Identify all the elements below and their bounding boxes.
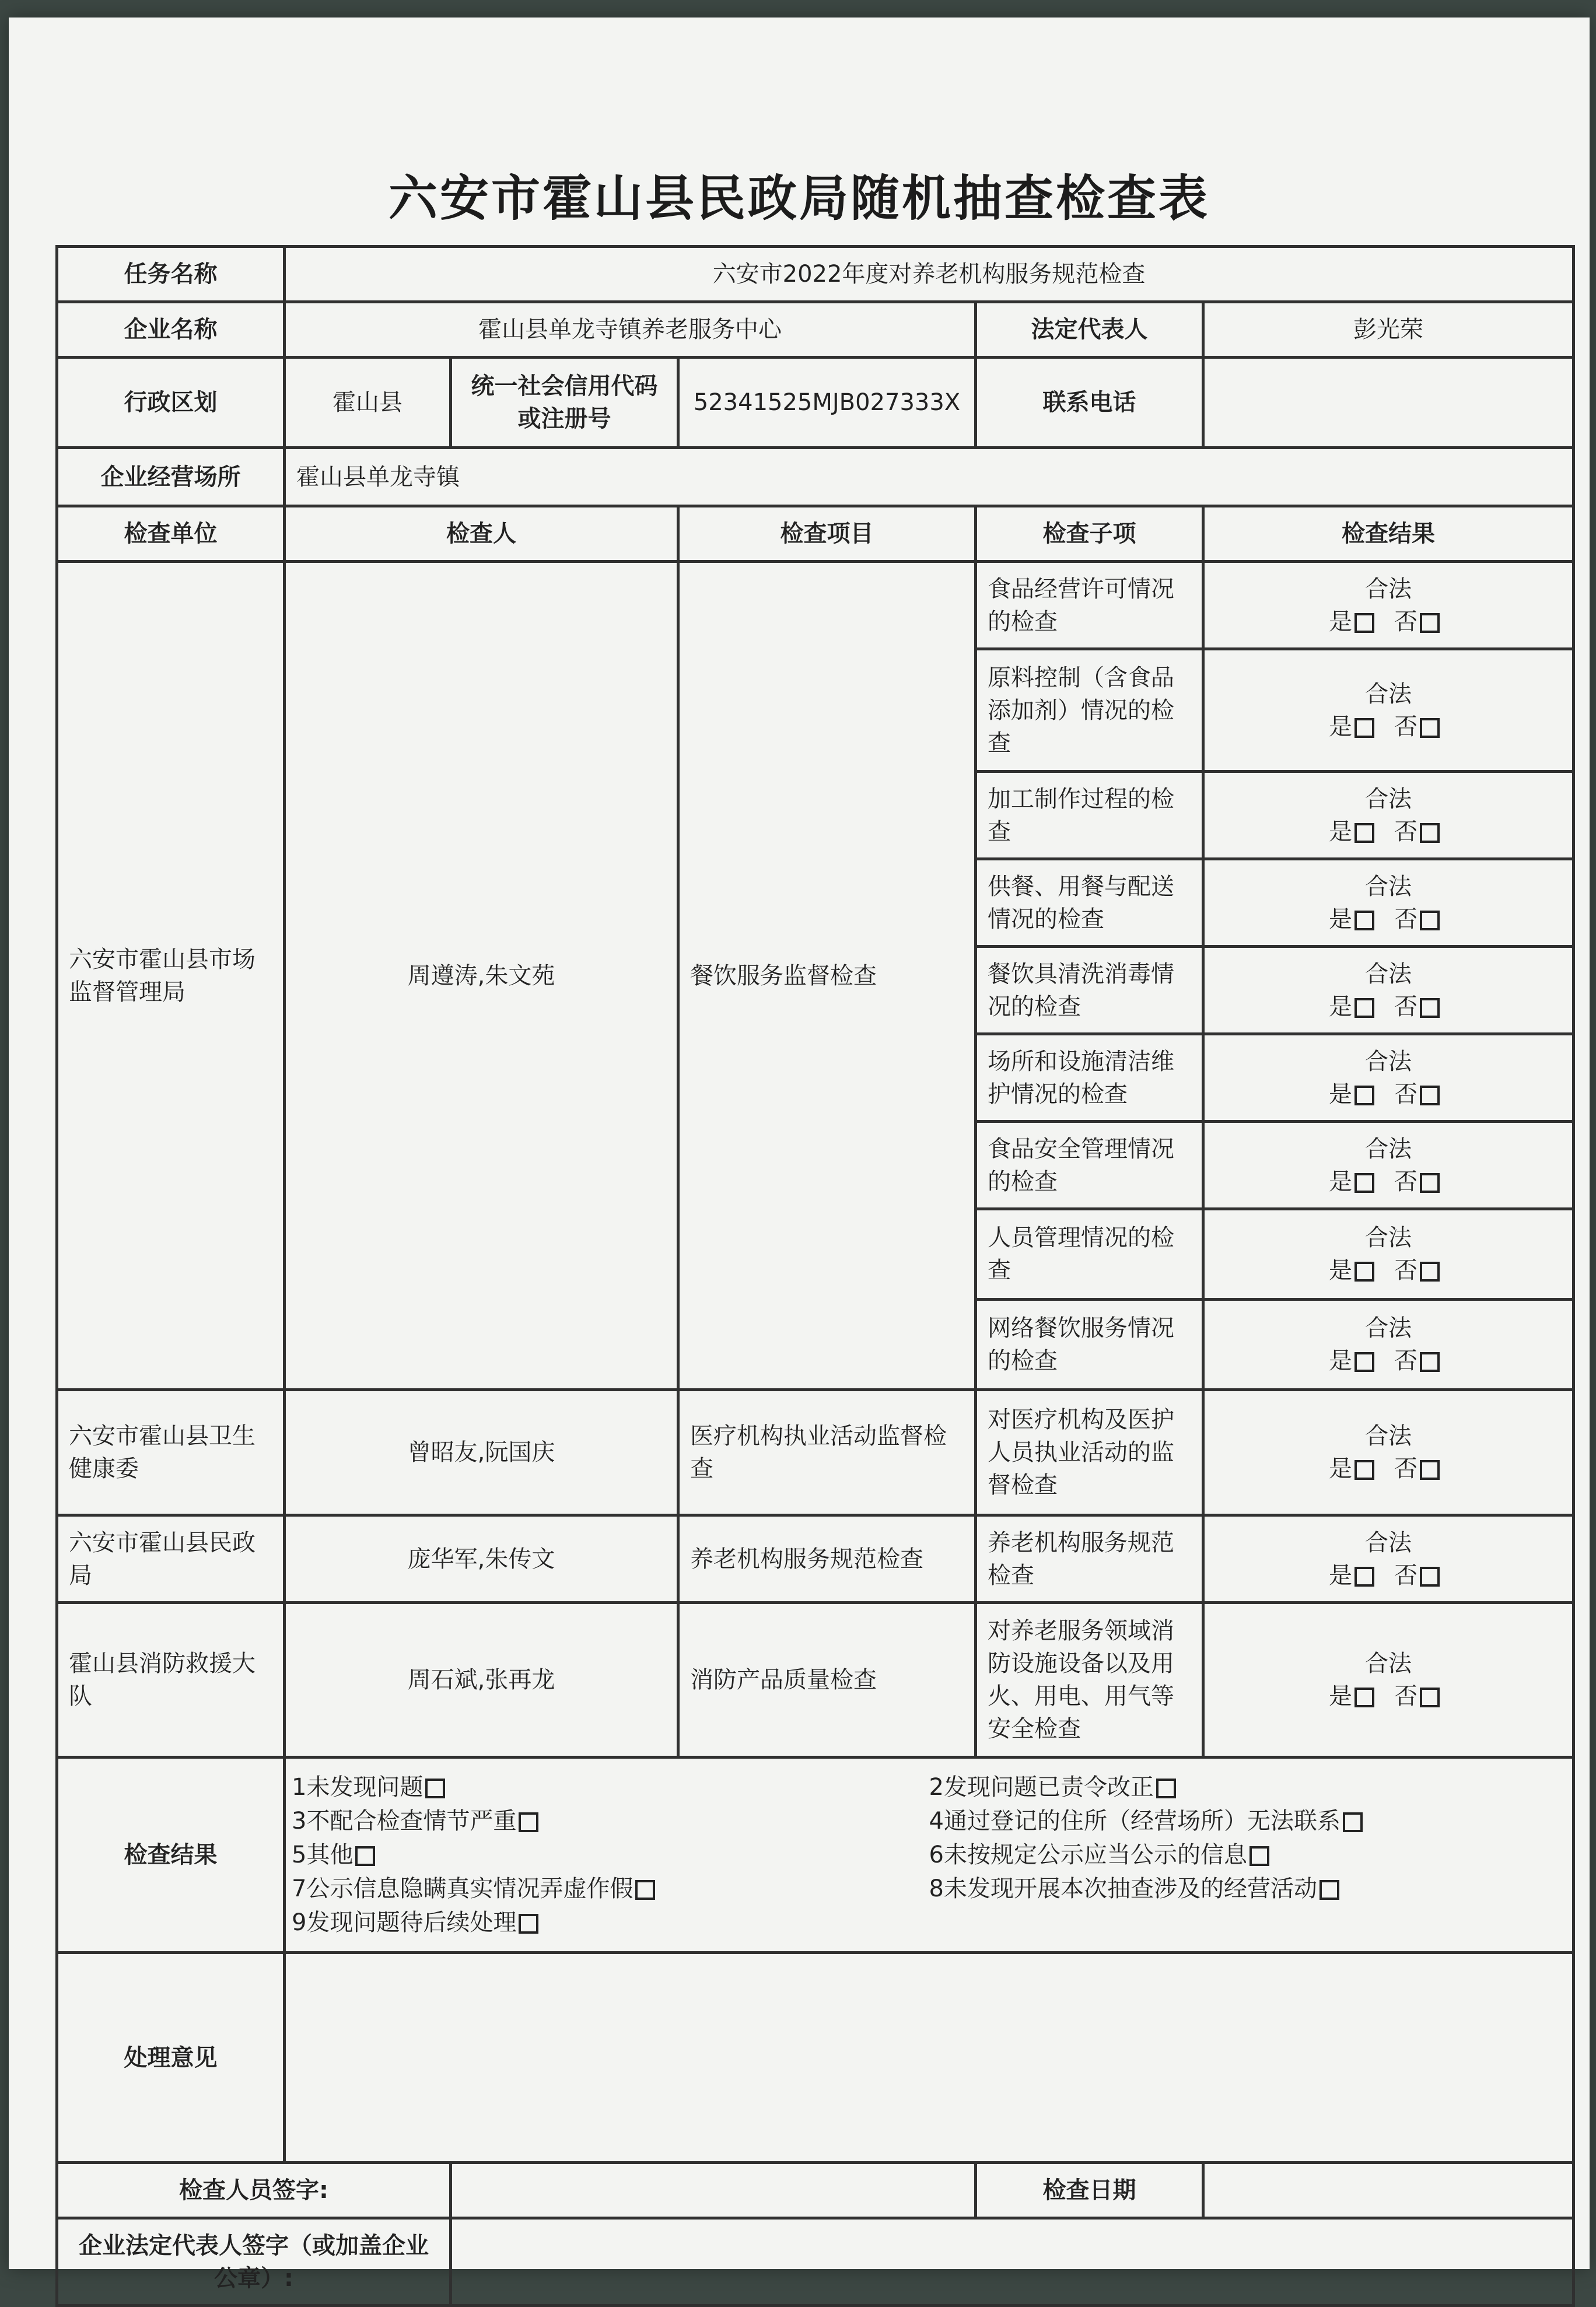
inspector-header: 检查人 <box>285 506 678 562</box>
yes-checkbox[interactable] <box>1354 718 1374 738</box>
result-options-right <box>929 1770 1567 1940</box>
overall-result-options <box>285 1758 1574 1953</box>
inspection-unit: 六安市霍山县市场监督管理局 <box>57 562 285 1390</box>
inspection-item: 消防产品质量检查 <box>678 1603 976 1758</box>
yes-checkbox[interactable] <box>1354 1352 1374 1372</box>
result-option-label: 4通过登记的住所（经营场所）无法联系 <box>929 1808 1340 1835</box>
inspectors: 曾昭友,阮国庆 <box>285 1390 678 1515</box>
result-option-checkbox[interactable] <box>1156 1779 1176 1798</box>
yes-label: 是 <box>1329 1257 1353 1284</box>
yes-label: 是 <box>1329 1455 1353 1482</box>
subitem-header: 检查子项 <box>976 506 1203 562</box>
no-checkbox[interactable] <box>1420 718 1440 738</box>
legal-label: 合法 <box>1365 680 1412 708</box>
legal-rep-label: 法定代表人 <box>976 302 1203 358</box>
inspection-subitem: 养老机构服务规范检查 <box>976 1515 1203 1603</box>
no-label: 否 <box>1394 1455 1418 1482</box>
credit-code-value: 52341525MJB027333X <box>678 358 976 448</box>
yes-label: 是 <box>1329 713 1353 740</box>
opinion-field[interactable] <box>285 1953 1574 2163</box>
legal-label: 合法 <box>1365 575 1412 603</box>
form-title: 六安市霍山县民政局随机抽查检查表 <box>388 170 1210 227</box>
legal-label: 合法 <box>1365 960 1412 988</box>
result-cell <box>1203 1390 1574 1515</box>
no-label: 否 <box>1394 1347 1418 1374</box>
inspection-unit: 霍山县消防救援大队 <box>57 1603 285 1758</box>
inspection-subitem: 对养老服务领域消防设施设备以及用火、用电、用气等安全检查 <box>976 1603 1203 1758</box>
result-cell <box>1203 947 1574 1034</box>
company-value: 霍山县单龙寺镇养老服务中心 <box>285 302 976 358</box>
yes-checkbox[interactable] <box>1354 823 1374 843</box>
result-option-checkbox[interactable] <box>519 1914 538 1934</box>
no-checkbox[interactable] <box>1420 823 1440 843</box>
result-option-label: 9发现问题待后续处理 <box>292 1909 517 1936</box>
yes-checkbox[interactable] <box>1354 1086 1374 1105</box>
unit-header: 检查单位 <box>57 506 285 562</box>
result-option-label: 8未发现开展本次抽查涉及的经营活动 <box>929 1875 1317 1902</box>
opinion-label: 处理意见 <box>57 1953 285 2163</box>
result-cell <box>1203 1603 1574 1758</box>
result-cell <box>1203 649 1574 772</box>
result-option-checkbox[interactable] <box>519 1812 538 1832</box>
inspection-subitem: 人员管理情况的检查 <box>976 1209 1203 1300</box>
inspection-subitem: 场所和设施清洁维护情况的检查 <box>976 1034 1203 1122</box>
yes-label: 是 <box>1329 905 1353 933</box>
yes-checkbox[interactable] <box>1354 1688 1374 1707</box>
result-option-label: 3不配合检查情节严重 <box>292 1808 517 1835</box>
yes-checkbox[interactable] <box>1354 1173 1374 1193</box>
result-option <box>929 1872 1567 1906</box>
result-cell <box>1203 1122 1574 1209</box>
result-option <box>292 1872 929 1906</box>
no-label: 否 <box>1394 905 1418 933</box>
result-cell <box>1203 562 1574 649</box>
inspection-form <box>55 245 1575 2307</box>
no-checkbox[interactable] <box>1420 1262 1440 1282</box>
result-option <box>292 1804 929 1838</box>
result-option-checkbox[interactable] <box>1250 1846 1269 1866</box>
result-cell <box>1203 859 1574 947</box>
district-label: 行政区划 <box>57 358 285 448</box>
no-checkbox[interactable] <box>1420 1173 1440 1193</box>
result-option-checkbox[interactable] <box>355 1846 375 1866</box>
yes-label: 是 <box>1329 1347 1353 1374</box>
result-cell <box>1203 1300 1574 1390</box>
result-cell <box>1203 1034 1574 1122</box>
no-checkbox[interactable] <box>1420 1688 1440 1707</box>
inspection-subitem: 原料控制（含食品添加剂）情况的检查 <box>976 649 1203 772</box>
task-label: 任务名称 <box>57 247 285 302</box>
legal-label: 合法 <box>1365 1529 1412 1556</box>
legal-label: 合法 <box>1365 873 1412 900</box>
no-checkbox[interactable] <box>1420 1567 1440 1587</box>
no-checkbox[interactable] <box>1420 613 1440 633</box>
date-label: 检查日期 <box>976 2163 1203 2218</box>
result-option-checkbox[interactable] <box>425 1779 445 1798</box>
no-label: 否 <box>1394 1683 1418 1710</box>
company-label: 企业名称 <box>57 302 285 358</box>
place-label: 企业经营场所 <box>57 448 285 506</box>
legal-label: 合法 <box>1365 1315 1412 1342</box>
inspection-unit: 六安市霍山县卫生健康委 <box>57 1390 285 1515</box>
phone-value <box>1203 358 1574 448</box>
yes-label: 是 <box>1329 1080 1353 1108</box>
yes-label: 是 <box>1329 993 1353 1020</box>
inspection-subitem: 对医疗机构及医护人员执业活动的监督检查 <box>976 1390 1203 1515</box>
inspection-subitem: 食品安全管理情况的检查 <box>976 1122 1203 1209</box>
result-option <box>292 1906 929 1940</box>
yes-checkbox[interactable] <box>1354 613 1374 633</box>
yes-checkbox[interactable] <box>1354 1460 1374 1480</box>
result-option-checkbox[interactable] <box>635 1880 655 1900</box>
district-value: 霍山县 <box>285 358 451 448</box>
inspection-subitem: 加工制作过程的检查 <box>976 772 1203 859</box>
inspection-unit: 六安市霍山县民政局 <box>57 1515 285 1603</box>
result-cell <box>1203 772 1574 859</box>
legal-label: 合法 <box>1365 1423 1412 1450</box>
yes-label: 是 <box>1329 1168 1353 1195</box>
inspection-subitem: 食品经营许可情况的检查 <box>976 562 1203 649</box>
no-label: 否 <box>1394 1168 1418 1195</box>
result-option <box>292 1838 929 1872</box>
yes-checkbox[interactable] <box>1354 1262 1374 1282</box>
legal-label: 合法 <box>1365 1650 1412 1677</box>
result-header: 检查结果 <box>1203 506 1574 562</box>
place-value: 霍山县单龙寺镇 <box>285 448 1574 506</box>
no-label: 否 <box>1394 993 1418 1020</box>
legal-label: 合法 <box>1365 1135 1412 1163</box>
inspection-item: 医疗机构执业活动监督检查 <box>678 1390 976 1515</box>
result-option-checkbox[interactable] <box>1343 1812 1363 1832</box>
result-option <box>929 1804 1567 1838</box>
result-option-label: 2发现问题已责令改正 <box>929 1774 1154 1801</box>
result-option <box>292 1770 929 1804</box>
result-option-label: 5其他 <box>292 1842 354 1868</box>
inspectors: 周遵涛,朱文苑 <box>285 562 678 1390</box>
result-options-left <box>292 1770 929 1940</box>
yes-label: 是 <box>1329 608 1353 635</box>
no-checkbox[interactable] <box>1420 911 1440 930</box>
rep-sign-field[interactable] <box>451 2218 1574 2306</box>
overall-result-label: 检查结果 <box>57 1758 285 1953</box>
no-label: 否 <box>1394 608 1418 635</box>
date-field[interactable] <box>1203 2163 1574 2218</box>
no-label: 否 <box>1394 1257 1418 1284</box>
yes-checkbox[interactable] <box>1354 998 1374 1018</box>
result-cell <box>1203 1209 1574 1300</box>
inspection-subitem: 网络餐饮服务情况的检查 <box>976 1300 1203 1390</box>
no-checkbox[interactable] <box>1420 1086 1440 1105</box>
no-checkbox[interactable] <box>1420 1460 1440 1480</box>
credit-code-label: 统一社会信用代码或注册号 <box>451 358 678 448</box>
inspection-item: 餐饮服务监督检查 <box>678 562 976 1390</box>
inspectors: 庞华军,朱传文 <box>285 1515 678 1603</box>
paper-sheet <box>9 17 1590 2292</box>
yes-label: 是 <box>1329 1683 1353 1710</box>
phone-label: 联系电话 <box>976 358 1203 448</box>
result-option <box>929 1838 1567 1872</box>
no-label: 否 <box>1394 713 1418 740</box>
legal-label: 合法 <box>1365 785 1412 813</box>
no-label: 否 <box>1394 1080 1418 1108</box>
result-option-checkbox[interactable] <box>1320 1880 1339 1900</box>
inspector-sign-field[interactable] <box>451 2163 976 2218</box>
inspection-subitem: 餐饮具清洗消毒情况的检查 <box>976 947 1203 1034</box>
legal-label: 合法 <box>1365 1224 1412 1251</box>
no-label: 否 <box>1394 1562 1418 1589</box>
yes-label: 是 <box>1329 1562 1353 1589</box>
no-checkbox[interactable] <box>1420 1352 1440 1372</box>
rep-sign-label: 企业法定代表人签字（或加盖企业公章）: <box>57 2218 451 2306</box>
inspection-item: 养老机构服务规范检查 <box>678 1515 976 1603</box>
no-label: 否 <box>1394 818 1418 845</box>
inspectors: 周石斌,张再龙 <box>285 1603 678 1758</box>
no-checkbox[interactable] <box>1420 998 1440 1018</box>
result-option-label: 7公示信息隐瞒真实情况弄虚作假 <box>292 1875 634 1902</box>
result-option-label: 1未发现问题 <box>292 1774 424 1801</box>
yes-checkbox[interactable] <box>1354 911 1374 930</box>
legal-label: 合法 <box>1365 1048 1412 1075</box>
yes-label: 是 <box>1329 818 1353 845</box>
result-option-label: 6未按规定公示应当公示的信息 <box>929 1842 1247 1868</box>
inspection-subitem: 供餐、用餐与配送情况的检查 <box>976 859 1203 947</box>
task-value: 六安市2022年度对养老机构服务规范检查 <box>285 247 1574 302</box>
legal-rep-value: 彭光荣 <box>1203 302 1574 358</box>
yes-checkbox[interactable] <box>1354 1567 1374 1587</box>
result-option <box>929 1770 1567 1804</box>
result-cell <box>1203 1515 1574 1603</box>
inspector-sign-label: 检查人员签字: <box>57 2163 451 2218</box>
item-header: 检查项目 <box>678 506 976 562</box>
